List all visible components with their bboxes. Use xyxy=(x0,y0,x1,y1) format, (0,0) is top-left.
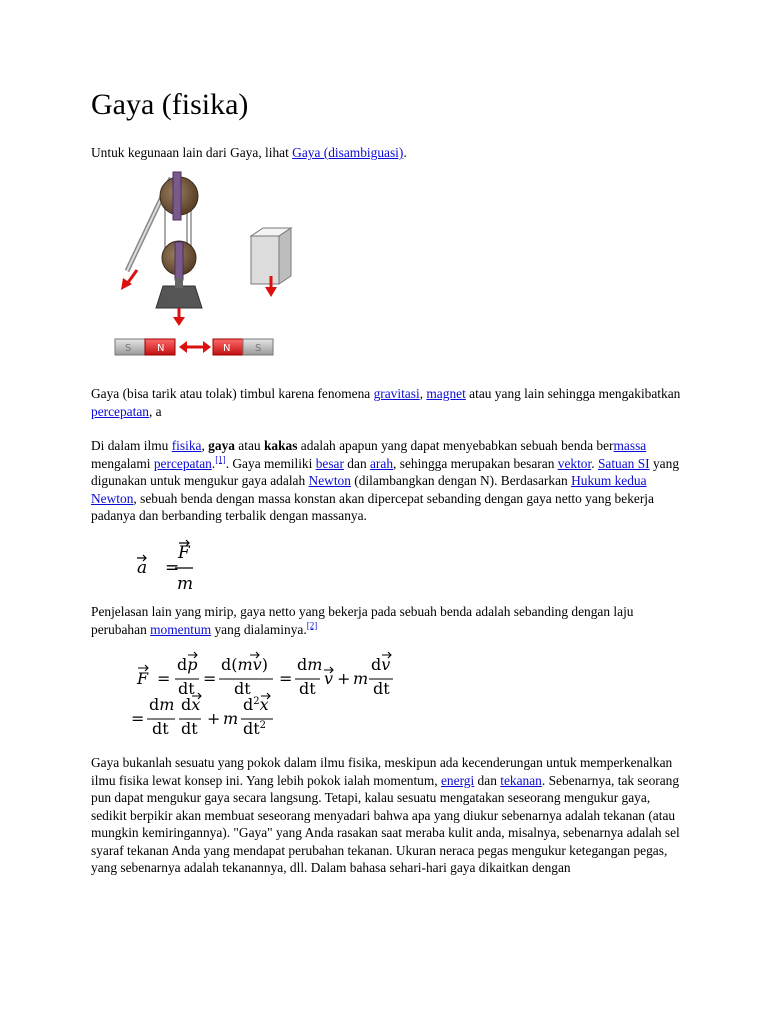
svg-text:d(mv): d(mv) xyxy=(221,655,268,674)
hatnote xyxy=(91,144,681,162)
svg-text:d2x: $d^2x$ xyxy=(243,695,269,714)
link-momentum[interactable]: momentum xyxy=(150,621,212,637)
svg-text:+: + xyxy=(207,709,221,728)
link-hukum-kedua-newton[interactable]: Hukum kedua Newton xyxy=(91,473,647,506)
svg-text:dt: dt xyxy=(181,719,198,738)
svg-text:=: = xyxy=(131,709,145,728)
svg-text:+: + xyxy=(337,669,351,688)
repulsion-arrow xyxy=(179,341,211,353)
reference-2[interactable]: [2] xyxy=(306,620,318,631)
magnet-left xyxy=(115,339,175,355)
link-percepatan-2[interactable]: percepatan xyxy=(153,455,212,471)
svg-text:dm: dm xyxy=(297,655,323,674)
link-besar[interactable]: besar xyxy=(315,455,344,471)
svg-text:m: m xyxy=(223,709,239,728)
pole-label: S xyxy=(125,343,132,354)
svg-text:F: F xyxy=(178,543,190,563)
svg-text:dt: dt xyxy=(299,679,316,698)
svg-text:F: F xyxy=(137,669,149,688)
svg-text:=: = xyxy=(157,669,171,688)
reference-1[interactable]: [1] xyxy=(215,454,226,465)
paragraph-1: Gaya (bisa tarik atau tolak) timbul karena fenomena gravitasi, magnet atau yang lain sehingga mengakibatkan percepatan, a xyxy=(91,386,681,419)
svg-text:m: m xyxy=(353,669,369,688)
pole-label: S xyxy=(255,343,262,354)
paragraph-3: Penjelasan lain yang mirip, gaya netto yang bekerja pada sebuah benda adalah sebanding dengan laju perubahan momentum yang dialaminya.[2] xyxy=(91,604,634,637)
link-energi[interactable]: energi xyxy=(440,772,475,788)
disambiguation-link[interactable]: Gaya (disambiguasi) xyxy=(292,145,404,160)
svg-text:dp: dp xyxy=(177,655,198,674)
svg-text:=: = xyxy=(203,669,217,688)
paragraph-2: Di dalam ilmu fisika, gaya atau kakas adalah apapun yang dapat menyebabkan sebuah benda bermassa mengalami percepatan.[1]. Gaya memiliki besar dan arah, sehingga merupakan besaran vektor. Satuan SI yang digunakan untuk mengukur gaya adalah Newton (dilambangkan dengan N). Berdasarkan Hukum kedua Newton, sebuah benda dengan massa konstan akan dipercepat sebanding dengan gaya netto yang bekerja padanya dan berbanding terbalik dengan massanya. xyxy=(91,438,680,523)
svg-text:dt: dt xyxy=(373,679,390,698)
link-magnet[interactable]: magnet xyxy=(426,386,466,401)
magnet-right xyxy=(213,339,273,355)
force-illustration xyxy=(113,166,313,366)
hatnote-text: Untuk kegunaan lain dari Gaya, lihat xyxy=(91,145,293,160)
svg-text:=: = xyxy=(165,558,180,578)
pulley-system xyxy=(127,172,202,308)
link-newton[interactable]: Newton xyxy=(308,473,351,488)
hatnote-suffix: . xyxy=(403,145,407,160)
link-fisika[interactable]: fisika xyxy=(171,438,202,453)
svg-text:dx: dx xyxy=(181,695,201,714)
svg-text:dt: dt xyxy=(234,679,251,698)
svg-text:dt: dt xyxy=(178,679,195,698)
svg-text:dt: dt xyxy=(152,719,169,738)
link-tekanan[interactable]: tekanan xyxy=(500,772,542,788)
pole-label: N xyxy=(223,343,231,354)
link-percepatan[interactable]: percepatan xyxy=(91,403,149,419)
svg-text:dm: dm xyxy=(149,695,175,714)
link-massa[interactable]: massa xyxy=(613,438,647,453)
svg-text:m: m xyxy=(177,574,194,594)
paragraph-4: Gaya bukanlah sesuatu yang pokok dalam ilmu fisika, meskipun ada kecenderungan untuk memperkenalkan ilmu fisika lewat konsep ini. Yang lebih pokok ialah momentum, energi dan tekanan. Sebenarnya, tak seorang pun dapat mengukur gaya secara langsung. Tetapi, kalau sesuatu mengatakan seseorang mengukur gaya, sedikit berpikir akan membuat seseorang menyadari bahwa apa yang diukur sebenarnya adalah tekanan (atau mungkin kemiringannya). "Gaya" yang Anda rasakan saat meraba kulit anda, misalnya, sebenarnya adalah sel syaraf tekanan Anda yang mendapat perubahan tekanan. Ukuran neraca pegas mengukur ketegangan pegas, yang sebenarnya adalah tekanannya, dll. Dalam bahasa sehari-hari gaya dikaitkan dengan xyxy=(91,755,680,875)
pole-label: N xyxy=(157,343,165,354)
svg-text:a: a xyxy=(137,558,148,578)
link-arah[interactable]: arah xyxy=(369,455,394,471)
svg-text:dt2: $dt^2$ xyxy=(243,719,267,738)
box xyxy=(251,228,291,297)
equation-momentum xyxy=(131,648,421,744)
link-vektor[interactable]: vektor xyxy=(557,455,592,471)
equation-newton-second-law xyxy=(131,538,251,594)
svg-text:v: v xyxy=(324,669,334,688)
svg-text:=: = xyxy=(279,669,293,688)
link-satuan-si[interactable]: Satuan SI xyxy=(597,455,650,471)
link-gravitasi[interactable]: gravitasi xyxy=(373,386,420,401)
svg-text:dv: dv xyxy=(371,655,391,674)
page-title: Gaya (fisika) xyxy=(91,88,249,121)
